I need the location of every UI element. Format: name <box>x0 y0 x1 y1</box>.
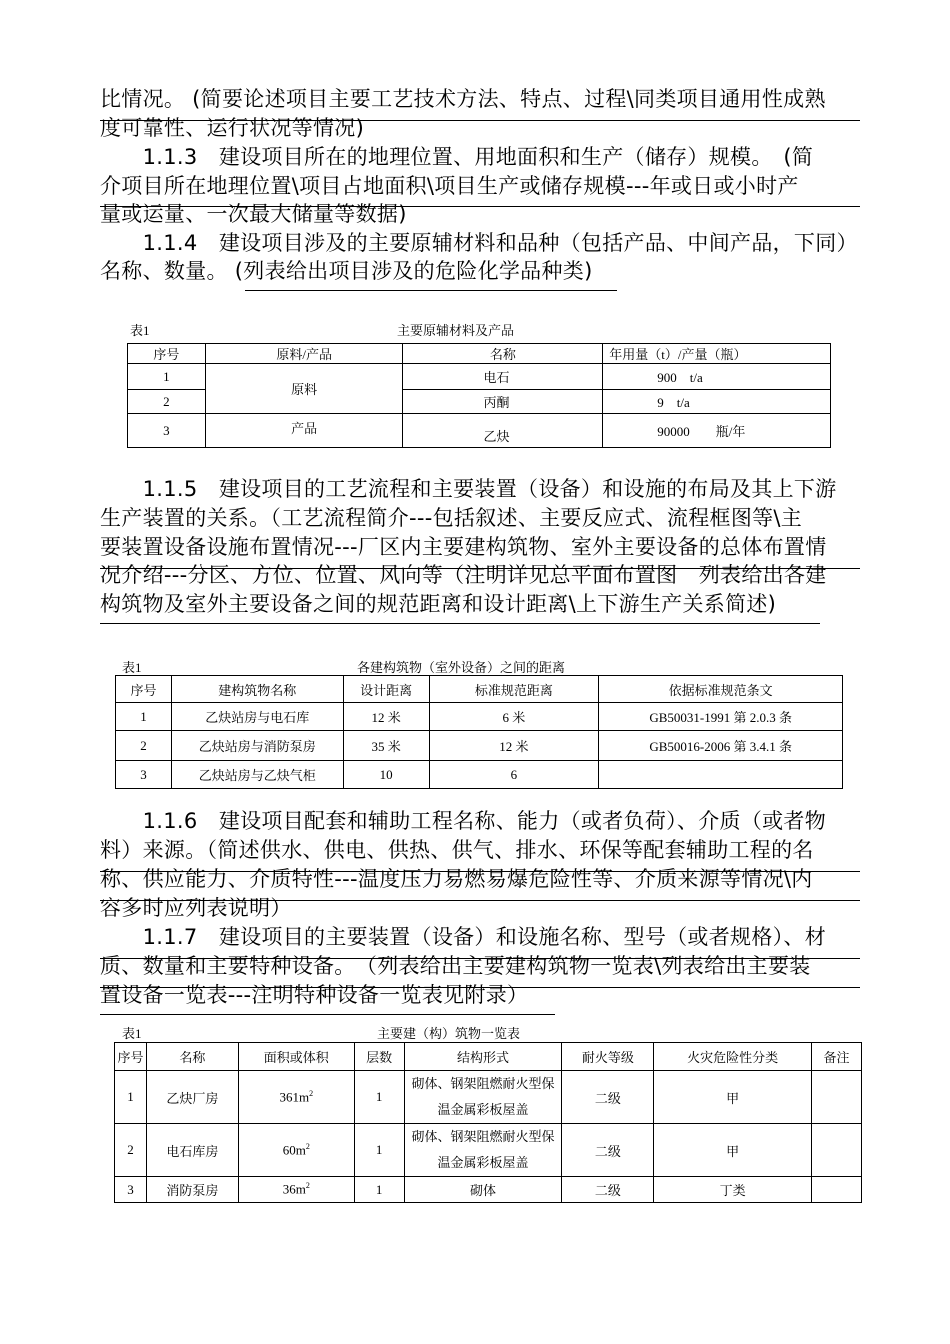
area-unit-exponent: 2 <box>305 1141 310 1151</box>
table-cell: 9 t/a <box>603 390 831 414</box>
table-cell: 甲 <box>654 1124 812 1177</box>
text-line: 要装置设备设施布置情况---厂区内主要建构筑物、室外主要设备的总体布置情 <box>100 535 827 559</box>
column-header: 耐火等级 <box>562 1043 654 1071</box>
column-header: 备注 <box>812 1043 862 1071</box>
table-row <box>128 364 831 390</box>
text-line: 况介绍---分区、方位、位置、风向等（注明详见总平面布置图 列表给出各建 <box>100 563 827 587</box>
text-line: 量或运量、一次最大储量等数据) <box>100 202 407 226</box>
structure-line: 砌体、钢架阻燃耐火型保 <box>411 1076 555 1091</box>
underline-rule <box>245 290 617 291</box>
column-header: 层数 <box>354 1043 404 1071</box>
table-cell: 6 米 <box>429 703 599 731</box>
table-cell: 产品 <box>205 414 403 448</box>
table-cell: 消防泵房 <box>146 1177 238 1203</box>
table-cell <box>238 1071 354 1124</box>
table-cell: 1 <box>115 1071 147 1124</box>
section-1-1-6: 1.1.6 建设项目配套和辅助工程名称、能力（或者负荷）、介质（或者物 <box>100 809 827 833</box>
table-cell: 2 <box>116 731 172 761</box>
table-cell: 35 米 <box>343 731 429 761</box>
table-cell: 乙炔站房与电石库 <box>171 703 343 731</box>
table-row <box>115 1177 862 1203</box>
table-row <box>116 703 843 731</box>
table-cell: 丁类 <box>654 1177 812 1203</box>
table-cell: 电石库房 <box>146 1124 238 1177</box>
underline-rule <box>100 1014 555 1015</box>
table-cell: 1 <box>354 1071 404 1124</box>
text-line: 构筑物及室外主要设备之间的规范距离和设计距离\上下游生产关系简述) <box>100 592 777 616</box>
column-header: 序号 <box>115 1043 147 1071</box>
materials-table <box>127 343 831 448</box>
table-cell: 3 <box>116 761 172 789</box>
column-header: 依据标准规范条文 <box>599 676 843 703</box>
column-header: 原料/产品 <box>205 344 403 364</box>
underline-rule <box>100 871 860 872</box>
column-header: 建构筑物名称 <box>171 676 343 703</box>
table-row <box>128 414 831 448</box>
table-label: 表1 <box>122 1026 142 1041</box>
section-1-1-5: 1.1.5 建设项目的工艺流程和主要装置（设备）和设施的布局及其上下游 <box>100 477 837 501</box>
table-cell: 丙酮 <box>403 390 603 414</box>
table-cell: 原料 <box>205 364 403 414</box>
structure-line: 砌体、钢架阻燃耐火型保 <box>411 1129 555 1144</box>
table-cell: 乙炔厂房 <box>146 1071 238 1124</box>
underline-rule <box>100 568 860 569</box>
table-row <box>116 761 843 789</box>
table-label: 表1 <box>130 323 150 338</box>
underline-rule <box>100 206 860 207</box>
table-cell: 3 <box>128 414 206 448</box>
table-header-row <box>128 344 831 364</box>
column-header: 面积或体积 <box>238 1043 354 1071</box>
table-cell: 砌体 <box>404 1177 562 1203</box>
table-cell: 二级 <box>562 1071 654 1124</box>
table-cell: 1 <box>354 1177 404 1203</box>
table-header-row <box>115 1043 862 1071</box>
underline-rule <box>100 900 860 901</box>
table-cell: 乙炔 <box>403 414 603 448</box>
table-cell: 乙炔站房与消防泵房 <box>171 731 343 761</box>
distance-table <box>115 675 843 789</box>
table-cell <box>812 1124 862 1177</box>
table-cell <box>812 1177 862 1203</box>
table-cell: 二级 <box>562 1177 654 1203</box>
column-header: 火灾危险性分类 <box>654 1043 812 1071</box>
table-cell <box>404 1071 562 1124</box>
table-cell: 二级 <box>562 1124 654 1177</box>
table-cell: 12 米 <box>429 731 599 761</box>
table-cell: 乙炔站房与乙炔气柜 <box>171 761 343 789</box>
table-cell <box>404 1124 562 1177</box>
table-cell: 甲 <box>654 1071 812 1124</box>
section-1-1-3: 1.1.3 建设项目所在的地理位置、用地面积和生产（储存）规模。 (简 <box>100 145 814 169</box>
table-cell: 900 t/a <box>603 364 831 390</box>
table-header-row <box>116 676 843 703</box>
table-cell: 2 <box>128 390 206 414</box>
table-title: 各建构筑物（室外设备）之间的距离 <box>357 660 566 675</box>
underline-rule <box>100 958 860 959</box>
area-unit-exponent: 2 <box>309 1088 314 1098</box>
section-1-1-7: 1.1.7 建设项目的主要装置（设备）和设施名称、型号（或者规格）、材 <box>100 925 827 949</box>
area-value: 36m <box>282 1181 306 1197</box>
text-line: 置设备一览表---注明特种设备一览表见附录） <box>100 983 529 1007</box>
table-cell <box>599 761 843 789</box>
text-line: 料）来源。（简述供水、供电、供热、供气、排水、环保等配套辅助工程的名 <box>100 838 814 862</box>
column-header: 设计距离 <box>343 676 429 703</box>
table-cell <box>238 1177 354 1203</box>
table-row <box>115 1124 862 1177</box>
table-cell: 1 <box>128 364 206 390</box>
column-header: 序号 <box>116 676 172 703</box>
table-title: 主要原辅材料及产品 <box>397 323 515 338</box>
column-header: 年用量（t）/产量（瓶） <box>603 344 831 364</box>
table-row <box>115 1071 862 1124</box>
text-line: 称、供应能力、介质特性---温度压力易燃易爆危险性等、介质来源等情况\内 <box>100 867 813 891</box>
table-cell: 2 <box>115 1124 147 1177</box>
buildings-table <box>114 1042 862 1203</box>
underline-rule <box>100 120 860 121</box>
table-cell: 12 米 <box>343 703 429 731</box>
table-cell: 6 <box>429 761 599 789</box>
text-line: 质、数量和主要特种设备。 （列表给出主要建构筑物一览表\列表给出主要装 <box>100 954 811 978</box>
text-line: 容多时应列表说明） <box>100 896 292 920</box>
structure-line: 温金属彩板屋盖 <box>437 1155 529 1170</box>
table-cell: 1 <box>354 1124 404 1177</box>
column-header: 名称 <box>146 1043 238 1071</box>
table-cell: 1 <box>116 703 172 731</box>
column-header: 标准规范距离 <box>429 676 599 703</box>
underline-rule <box>100 623 820 624</box>
table-cell: 90000 瓶/年 <box>603 414 831 448</box>
table-cell: GB50016-2006 第 3.4.1 条 <box>599 731 843 761</box>
column-header: 结构形式 <box>404 1043 562 1071</box>
table-label: 表1 <box>122 660 142 675</box>
structure-line: 温金属彩板屋盖 <box>437 1102 529 1117</box>
table-title: 主要建（构）筑物一览表 <box>377 1026 521 1041</box>
table-cell: 3 <box>115 1177 147 1203</box>
text-line: 比情况。 (简要论述项目主要工艺技术方法、特点、过程\同类项目通用性成熟 <box>100 87 826 111</box>
text-line: 介项目所在地理位置\项目占地面积\项目生产或储存规模---年或日或小时产 <box>100 174 799 198</box>
table-cell: GB50031-1991 第 2.0.3 条 <box>599 703 843 731</box>
column-header: 名称 <box>403 344 603 364</box>
text-line: 生产装置的关系。（工艺流程简介---包括叙述、主要反应式、流程框图等\主 <box>100 506 803 530</box>
table-cell: 电石 <box>403 364 603 390</box>
table-cell: 10 <box>343 761 429 789</box>
text-line: 名称、数量。 (列表给出项目涉及的危险化学品种类) <box>100 259 593 283</box>
table-cell <box>812 1071 862 1124</box>
area-value: 60m <box>282 1142 306 1158</box>
underline-rule <box>100 987 860 988</box>
area-value: 361m <box>279 1089 310 1105</box>
table-row <box>116 731 843 761</box>
area-unit-exponent: 2 <box>305 1181 310 1191</box>
table-cell <box>238 1124 354 1177</box>
column-header: 序号 <box>128 344 206 364</box>
text-line: 度可靠性、运行状况等情况) <box>100 116 365 140</box>
section-1-1-4: 1.1.4 建设项目涉及的主要原辅材料和品种（包括产品、中间产品，下同） <box>100 231 858 255</box>
